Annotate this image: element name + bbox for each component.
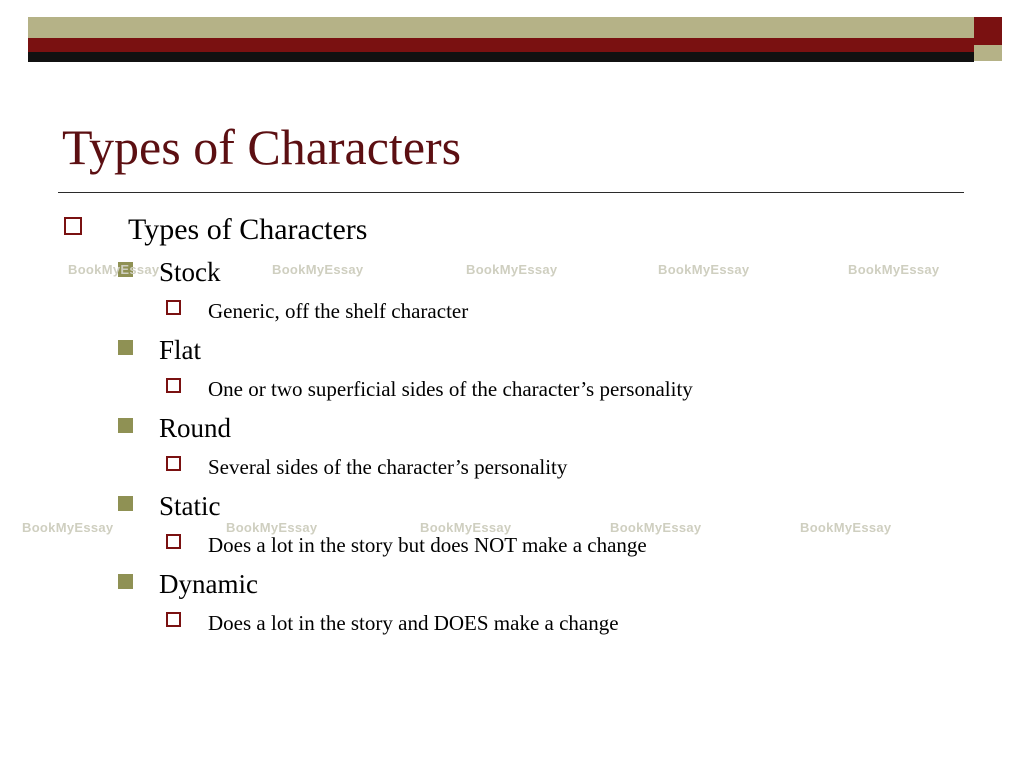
outline-text: Static xyxy=(159,491,221,521)
header-bar-dark-red xyxy=(28,38,974,52)
outline-text: Does a lot in the story but does NOT make a change xyxy=(208,533,647,557)
header-bar-olive xyxy=(28,17,974,38)
watermark: BookMyEssay xyxy=(420,520,512,535)
page-title: Types of Characters xyxy=(62,119,462,175)
outline-text: Does a lot in the story and DOES make a change xyxy=(208,611,619,635)
outline-text: Generic, off the shelf character xyxy=(208,299,469,323)
watermark: BookMyEssay xyxy=(466,262,558,277)
watermark: BookMyEssay xyxy=(22,520,114,535)
bullet-square-filled-icon xyxy=(118,262,133,277)
bullet-square-icon xyxy=(166,378,181,393)
title-divider xyxy=(58,192,964,193)
bullet-square-filled-icon xyxy=(118,340,133,355)
bullet-square-icon xyxy=(166,456,181,471)
header-corner-dark-red xyxy=(974,17,1002,45)
watermark: BookMyEssay xyxy=(610,520,702,535)
outline-text: Stock xyxy=(159,257,221,287)
bullet-square-filled-icon xyxy=(118,496,133,511)
outline-item-level3 xyxy=(166,604,978,642)
outline-item-level3 xyxy=(166,526,978,564)
watermark: BookMyEssay xyxy=(800,520,892,535)
header-bar-black xyxy=(28,52,974,62)
outline-item-level2 xyxy=(118,408,978,448)
outline-item-level1 xyxy=(64,208,978,252)
bullet-square-filled-icon xyxy=(118,574,133,589)
slide-body xyxy=(58,208,978,642)
outline-item-level2 xyxy=(118,330,978,370)
outline-text: One or two superficial sides of the character’s personality xyxy=(208,377,693,401)
watermark: BookMyEssay xyxy=(658,262,750,277)
outline-item-level2 xyxy=(118,564,978,604)
outline-item-level2 xyxy=(118,252,978,292)
header-corner-olive xyxy=(974,45,1002,61)
bullet-square-icon xyxy=(166,534,181,549)
outline-text: Flat xyxy=(159,335,202,365)
outline-item-level3 xyxy=(166,448,978,486)
watermark: BookMyEssay xyxy=(226,520,318,535)
watermark: BookMyEssay xyxy=(272,262,364,277)
outline-text: Round xyxy=(159,413,232,443)
outline-text: Types of Characters xyxy=(128,213,368,246)
outline-item-level2 xyxy=(118,486,978,526)
bullet-square-icon xyxy=(166,300,181,315)
bullet-square-filled-icon xyxy=(118,418,133,433)
outline-text: Dynamic xyxy=(159,569,258,599)
outline-item-level3 xyxy=(166,370,978,408)
watermark: BookMyEssay xyxy=(68,262,160,277)
watermark: BookMyEssay xyxy=(848,262,940,277)
bullet-square-icon xyxy=(166,612,181,627)
bullet-square-icon xyxy=(64,217,82,235)
outline-item-level3 xyxy=(166,292,978,330)
outline-text: Several sides of the character’s personality xyxy=(208,455,568,479)
